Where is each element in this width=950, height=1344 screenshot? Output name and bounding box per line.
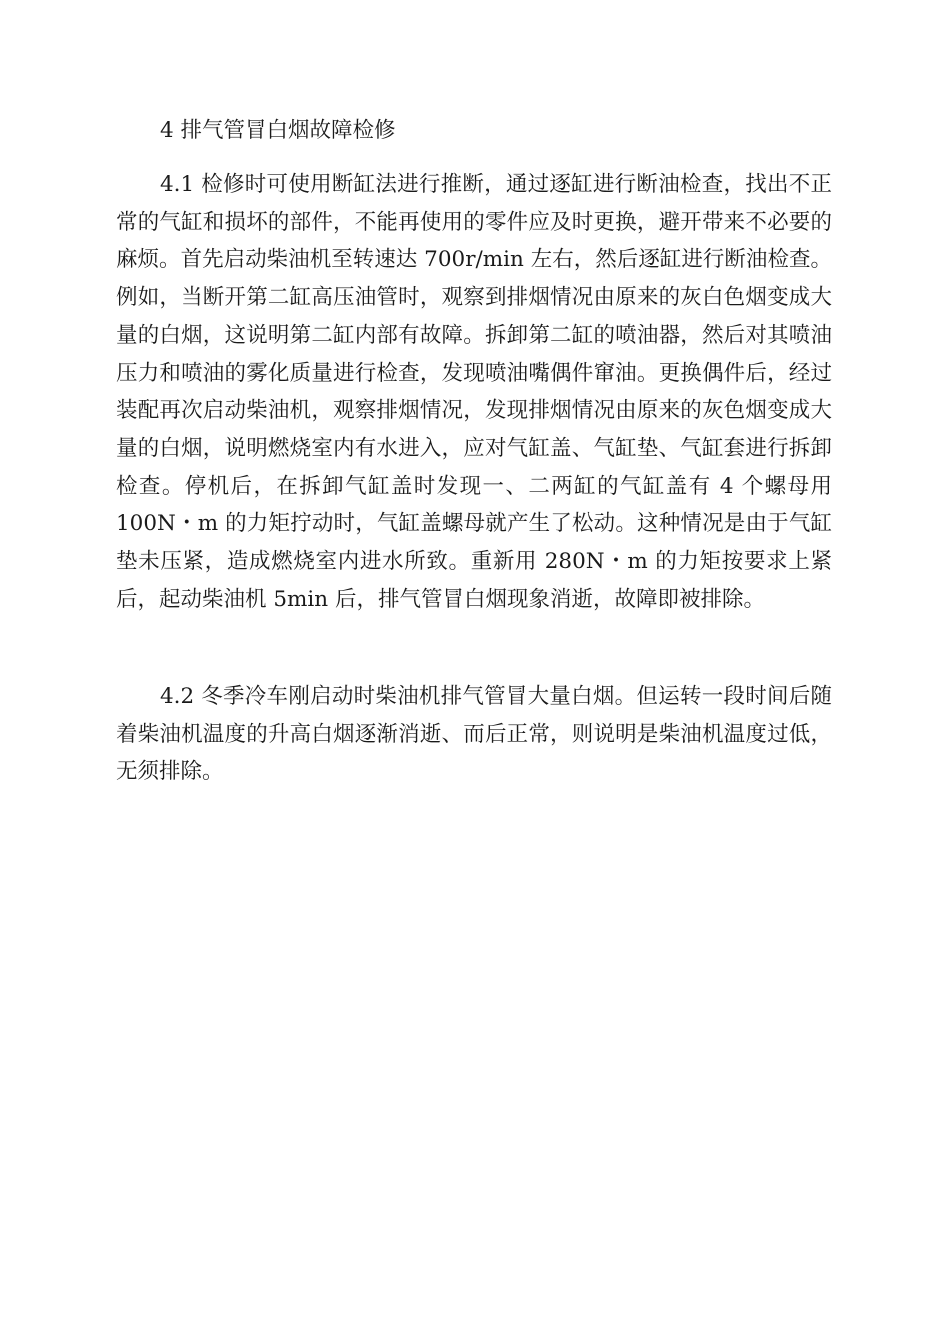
paragraph-4-1: 4.1 检修时可使用断缸法进行推断，通过逐缸进行断油检查，找出不正常的气缸和损坏的部件，不能再使用的零件应及时更换，避开带来不必要的麻烦。首先启动柴油机至转速达 700r/min 左右，然后逐缸进行断油检查。例如，当断开第二缸高压油管时，观察到排烟情况由原来的灰白色烟变成大量的白烟，这说明第二缸内部有故障。拆卸第二缸的喷油器，然后对其喷油压力和喷油的雾化质量进行检查，发现喷油嘴偶件窜油。更换偶件后，经过装配再次启动柴油机，观察排烟情况，发现排烟情况由原来的灰色烟变成大量的白烟，说明燃烧室内有水进入，应对气缸盖、气缸垫、气缸套进行拆卸检查。停机后，在拆卸气缸盖时发现一、二两缸的气缸盖有 4 个螺母用 100N・m 的力矩拧动时，气缸盖螺母就产生了松动。这种情况是由于气缸垫未压紧，造成燃烧室内进水所致。重新用 280N・m 的力矩按要求上紧后，起动柴油机 5min 后，排气管冒白烟现象消逝，故障即被排除。 <box>116 172 832 612</box>
section-heading: 4 排气管冒白烟故障检修 <box>160 118 396 143</box>
paragraph-4-2: 4.2 冬季冷车刚启动时柴油机排气管冒大量白烟。但运转一段时间后随着柴油机温度的升高白烟逐渐消逝、而后正常，则说明是柴油机温度过低，无须排除。 <box>116 684 832 785</box>
